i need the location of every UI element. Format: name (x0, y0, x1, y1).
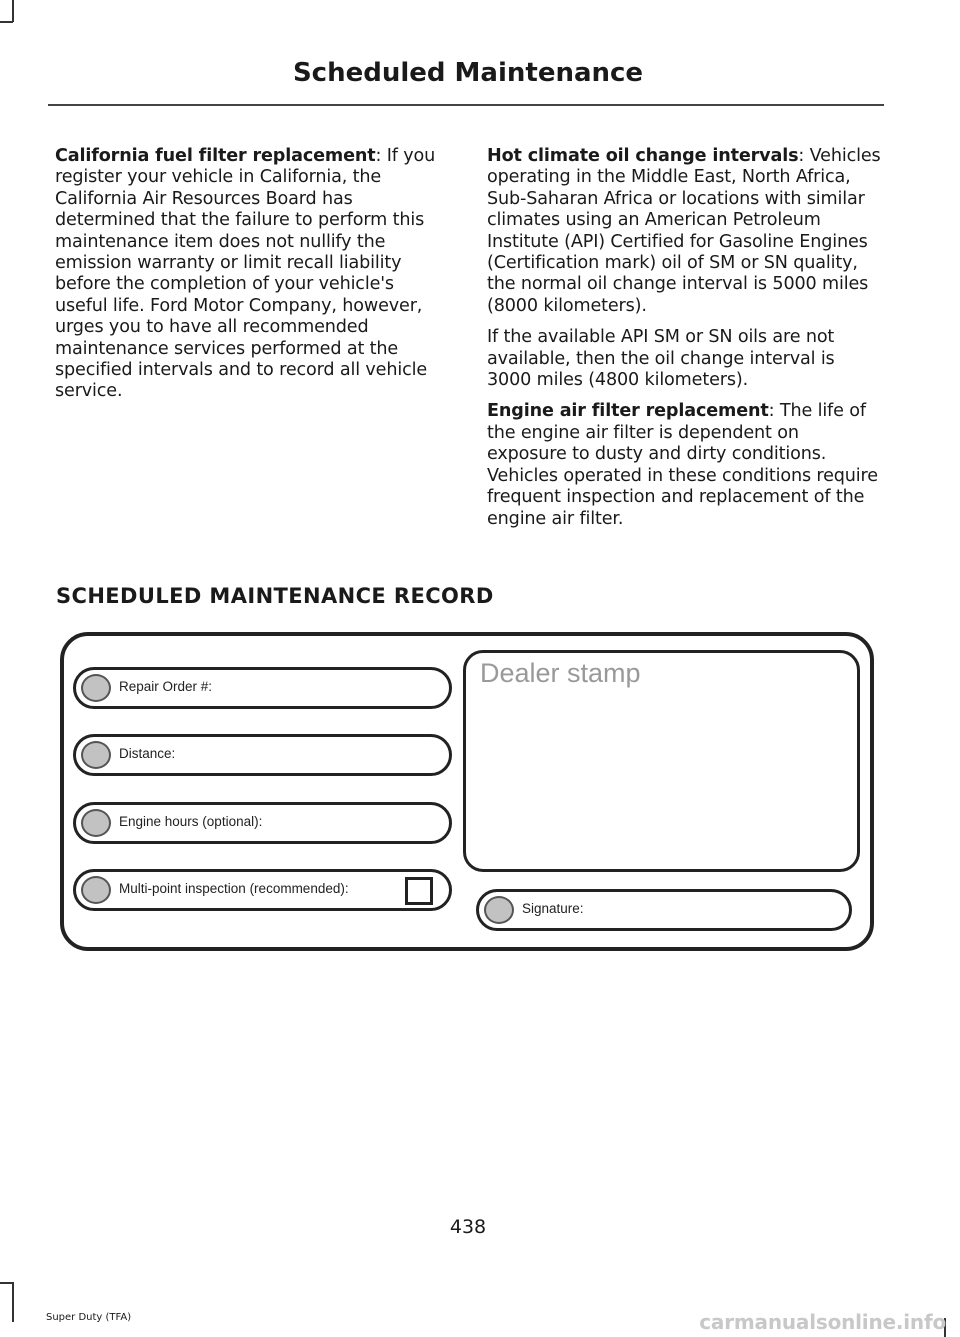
left-column (55, 146, 450, 413)
paragraph (487, 146, 882, 317)
engine-hours-label: Engine hours (optional): (119, 814, 263, 829)
multipoint-inspection-label: Multi-point inspection (recommended): (119, 881, 349, 896)
bullet-circle-icon (81, 809, 111, 837)
crop-mark-top-left-v (12, 0, 14, 22)
bullet-circle-icon (81, 674, 111, 702)
paragraph (487, 327, 882, 391)
paragraph-text: If the available API SM or SN oils are not available, then the oil change interval is 3000 miles (4800 kilometers). (487, 327, 835, 391)
paragraph-heading: Hot climate oil change intervals (487, 146, 799, 166)
paragraph-text: : Vehicles operating in the Middle East, North Africa, Sub-Saharan Africa or locations with similar climates using an American Petroleum Institute (API) Certified for Gasoline Engines (Certification mark) oil of SM or SN quality, the normal oil change interval is 5000 miles (8000 kilometers). (487, 146, 881, 316)
section-heading: SCHEDULED MAINTENANCE RECORD (56, 584, 494, 608)
bullet-circle-icon (484, 896, 514, 924)
repair-order-label: Repair Order #: (119, 679, 213, 694)
watermark: carmanualsonline.info (699, 1310, 946, 1334)
signature-field[interactable] (476, 889, 852, 931)
engine-hours-field[interactable] (73, 802, 452, 844)
bullet-circle-icon (81, 876, 111, 904)
footer-model-label: Super Duty (TFA) (46, 1312, 132, 1323)
bullet-circle-icon (81, 741, 111, 769)
signature-label: Signature: (522, 901, 584, 916)
paragraph-text: : If you register your vehicle in California, the California Air Resources Board has determined that the failure to perform this maintenance item does not nullify the emission warranty or limit recall liability before the completion of your vehicle's useful life. Ford Motor Company, however, urges you to have all recommended maintenance services performed at the specified intervals and to record all vehicle service. (55, 146, 436, 402)
paragraph-text: : The life of the engine air filter is dependent on exposure to dusty and dirty conditions. Vehicles operated in these conditions require frequent inspection and replacement of the engine air filter. (487, 401, 878, 529)
paragraph-heading: California fuel filter replacement (55, 146, 376, 166)
paragraph (487, 401, 882, 529)
right-column (487, 146, 882, 540)
multipoint-inspection-field[interactable] (73, 869, 452, 911)
distance-label: Distance: (119, 746, 176, 761)
dealer-stamp-label: Dealer stamp (480, 658, 641, 688)
repair-order-field[interactable] (73, 667, 452, 709)
paragraph (55, 146, 450, 403)
distance-field[interactable] (73, 734, 452, 776)
multipoint-inspection-checkbox[interactable] (405, 877, 433, 905)
header-rule (48, 104, 884, 106)
crop-mark-bottom-left-v (12, 1282, 14, 1322)
paragraph-heading: Engine air filter replacement (487, 401, 769, 422)
dealer-stamp-box[interactable] (463, 650, 860, 872)
crop-mark-bottom-left-h (0, 1282, 13, 1284)
crop-mark-top-left-h (0, 21, 13, 23)
page-number: 438 (449, 1216, 487, 1238)
page-title: Scheduled Maintenance (292, 58, 644, 88)
